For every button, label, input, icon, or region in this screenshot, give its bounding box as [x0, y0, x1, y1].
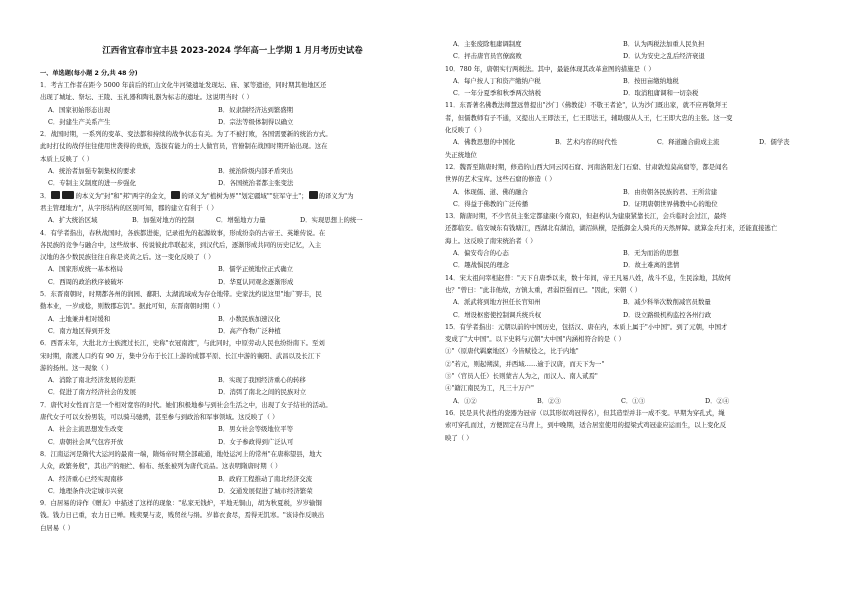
text-line: 11．东晋著名佛教法师慧远曾提出"沙门（佛教徒）不敬王者论"，认为沙门既出家，就不应再敬拜王 [445, 101, 728, 110]
text-line: 映了（ ） [445, 433, 473, 442]
option-b: B．按田亩缴纳地税 [623, 76, 679, 85]
option-b: B．无为而治的思想 [623, 249, 679, 258]
option-a: C．南方地区得到开发 [48, 326, 111, 335]
right-column [445, 0, 830, 444]
option-row [445, 309, 830, 321]
option-a: A．国家形成统一基本格局 [48, 265, 123, 274]
option-b: B．政府工程推动了南北经济交流 [218, 474, 313, 483]
ancient-character-image [51, 191, 60, 199]
option-b: D．认为安史之乱后经济衰退 [623, 52, 705, 61]
option-item: A．佛教思想的中国化 [453, 138, 516, 147]
option-b: B．奴隶制经济达到繁盛期 [218, 105, 293, 114]
section-heading: 一、单选题(每小题 2 分,共 48 分) [40, 70, 138, 77]
text-line: 6．西晋末年，大批北方士族渡过长江，史称"衣冠南渡"，与此同时，中原劳动人民也纷纷南下。至刘 [40, 339, 325, 348]
option-a: A．社会主流思想发生改变 [48, 425, 123, 434]
text-line: 16．民是具代表性的瓷器为冠帝（以其形似鸡冠得名），但其造型并非一成不变。早期为穿孔式，绳 [445, 408, 725, 417]
option-item: C．①③ [621, 396, 646, 405]
text-line: 10．780 年，唐朝实行两税法。其中，最能体现其改革意图的措施是（ ） [445, 64, 655, 73]
option-row [445, 50, 830, 62]
text-segment: 的本义为"封"和"邦"两字的金文， [75, 191, 171, 200]
option-row [40, 165, 425, 177]
left-questions [40, 79, 425, 534]
text-segment: 3． [40, 191, 51, 200]
right-questions [445, 38, 830, 444]
option-item: D．②④ [705, 396, 730, 405]
option-row [40, 313, 425, 325]
option-row [445, 186, 830, 198]
option-b: B．认为两税法加重人民负担 [623, 40, 705, 48]
option-row [445, 296, 830, 308]
option-a: A．经济重心已经实现南移 [48, 474, 123, 483]
option-a: A．派武将到地方担任长官知州 [453, 298, 541, 307]
left-column [40, 0, 425, 534]
ancient-character-image [171, 191, 180, 199]
option-row [40, 325, 425, 337]
option-a: C．封建生产关系产生 [48, 117, 111, 126]
option-a: A．主张废除租庸调制度 [453, 40, 522, 48]
text-line-with-glyphs [40, 190, 425, 202]
text-line: 2．战国时期，一系列的变革、变法都和持续的战争状态有关。为了不被打败，各国需要新的统治方式。 [40, 130, 332, 139]
option-item: D．儒学丧 [759, 138, 790, 147]
option-b: D．女子参政得到广泛认可 [218, 437, 294, 446]
option-a: C．一年分夏季和秋季两次纳税 [453, 89, 541, 98]
option-b: D．证明唐朝世界佛教中心的地位 [623, 199, 718, 208]
option-item: A．扩大统治区域 [48, 216, 98, 225]
option-row [40, 374, 425, 386]
option-item: B．艺术内容的时代性 [555, 138, 618, 147]
option-a: C．专制主义制度的进一步强化 [48, 179, 136, 188]
option-b: D．设立路级机构监控各州行政 [623, 310, 712, 319]
text-line: 14．宋太祖问宰相赵普："天下自唐季以来，数十年间，帝王凡易八姓，战斗不息，生民涂地，其故何 [445, 273, 731, 282]
option-a: C．促进了南方经济社会的发展 [48, 388, 136, 397]
option-a: A．消除了南北经济发展的差距 [48, 376, 136, 385]
option-item: B．②③ [537, 396, 561, 405]
text-line: 1．考古工作者在距今 5000 年前后的红山文化牛河梁遗址发现坛、庙、冢等遗迹，同时期其他地区还 [40, 81, 327, 89]
option-b: D．取消租庸调和一切杂税 [623, 89, 699, 98]
text-line: 世界的艺术宝库。这些石窟的修造（ ） [445, 175, 556, 184]
option-b: B．由贵朝各民族的君、王所营建 [623, 187, 718, 196]
text-line: 也？"曾曰："此非他故，方镇太重，君弱臣强而已。"因此，宋朝（ ） [445, 285, 642, 294]
option-item: D．实现思想上的统一 [300, 216, 363, 225]
option-row [40, 177, 425, 189]
text-line: 钱。钱力日已重，农力日已殚。贱卖粟与麦，贱贸丝与绢。岁暮衣食尽，焉得无饥寒。"该诗作反映出 [40, 511, 325, 520]
text-line: 出现了城址、祭坛、王陵、玉礼器和陶礼器为标志的遗址。这说明当时（ ） [40, 93, 253, 102]
text-line: 各民族的竞争与融合中，这些故事、传说彼此串联起来，到汉代后，逐渐形成共同的历史记忆，入主 [40, 240, 322, 249]
text-line: 此时打仗的战俘往往使用世袭得的贵族，选拔有能力的士人做官员，官僚制在战国时期开始出现。这在 [40, 142, 328, 151]
option-row [445, 136, 830, 148]
option-a: A．每户按人丁和资产缴纳户税 [453, 76, 541, 85]
option-row [40, 423, 425, 435]
text-line: 9．白居易的诗作《赠友》中描述了这样的现象："私家无钱炉，平地无铜山，胡为秋夏税，岁岁输铜 [40, 499, 322, 508]
text-line: ④"籍江南民为工，凡三十万户" [445, 384, 534, 393]
option-row [40, 214, 425, 226]
text-line: 勤本业，一岁或稔，则数郡忘饥"。据此可知，东晋南朝时期（ ） [40, 302, 224, 311]
option-row [40, 263, 425, 275]
option-item: B．加强对地方的控制 [132, 216, 195, 225]
option-row [40, 116, 425, 128]
text-line: 唐代女子可以女扮男装，可以骑马驰骋，甚至参与到政治和军事领域。这反映了（ ） [40, 413, 279, 422]
text-line: 7．唐代对女性而言是一个相对宽容的时代。她们积极地参与到社会生活之中，出现了女子结社的活动。 [40, 400, 332, 409]
option-a: A．体现儒、道、佛的融合 [453, 187, 528, 196]
text-line: 失正统地位 [445, 150, 477, 159]
text-line: 化反映了（ ） [445, 126, 486, 135]
option-row [40, 276, 425, 288]
option-row [445, 198, 830, 210]
ancient-character-image [62, 191, 74, 199]
option-a: A．土地兼并相对缓和 [48, 314, 111, 323]
option-b: B．减少科举次数削减官员数量 [623, 298, 711, 307]
ancient-character-image [309, 191, 318, 199]
exam-title: 江西省宜春市宜丰县 2023-2024 学年高一上学期 1 月月考历史试卷 [102, 45, 363, 55]
option-a: A．国家初始形态出现 [48, 105, 111, 114]
option-b: D．消弭了南北之间的民族对立 [218, 388, 307, 397]
text-line: 游的扬州。这一现象（ ） [40, 363, 113, 372]
option-row [40, 104, 425, 116]
text-line: 白居易（ ） [40, 523, 74, 532]
text-line: 索可穿孔而过，方便固定在马背上，到中晚期，适合居室使用的提梁式鸡冠壶应运而生，以上变化反 [445, 421, 727, 430]
option-a: C．得益于佛教的广泛传播 [453, 199, 529, 208]
option-a: C．增设枢密使控制调兵统兵权 [453, 310, 541, 319]
text-line: 15．有学者指出：元朝以前的中国历史，包括汉、唐在内，本质上属于"小中国"。到了元朝，中国才 [445, 322, 728, 331]
option-a: C．唐朝社会风气包容开放 [48, 437, 124, 446]
text-line: 君主管理地方"，从字形结构的区别可知，郡的建立有利于（ ） [40, 203, 218, 212]
text-line: 还都临安。临安城东有钱塘江，西湖北有湖泊，湖沼纵横，是抵御金人骑兵的天然屏障。就算金兵打来，还能直接逃亡 [445, 224, 778, 233]
option-row [40, 485, 425, 497]
option-a: C．抨击唐官员官僚腐败 [453, 52, 522, 61]
text-line: 13．隋唐时期，不少官员主张定都建康(今南京)，但赵构认为建康紧靠长江，会兵临时会过江，最终 [445, 212, 727, 221]
text-line: 12．魏晋至隋唐时期，修造的山西大同云冈石窟、河南洛阳龙门石窟、甘肃敦煌莫高窟等，都是闻名 [445, 162, 728, 171]
text-line: 汉地的各少数民族往往自称是炎黄之后。这一变化反映了（ ） [40, 253, 215, 262]
text-line: ①"（原唐代羁縻地区）今皆赋役之，比于内地" [445, 347, 579, 356]
text-line: ②"若元，则起朔漠，并西域……逾于汉唐，而天下为一" [445, 359, 605, 368]
option-row [445, 247, 830, 259]
option-item: C．释道融合蔚成主流 [657, 138, 720, 147]
text-segment: 的译义为"为 [318, 191, 354, 200]
text-line: 本质上反映了（ ） [40, 154, 94, 163]
option-item: A．①② [453, 396, 477, 405]
text-line: 者，但儒教师有子不通，又提出人王即法王，仁王即法王，辅助服从人王，仁王即大忠的主张。这一变 [445, 113, 733, 122]
option-row [445, 259, 830, 271]
option-b: B．统治阶级内部矛盾突出 [218, 167, 293, 176]
option-b: D．各国统治者都主张变法 [218, 179, 294, 188]
option-row [445, 75, 830, 87]
option-b: B．男女社会等级地位平等 [218, 425, 293, 434]
option-b: D．故土难离的悲情 [623, 261, 680, 270]
option-row [445, 395, 830, 407]
option-a: A．偏安苟合的心态 [453, 249, 509, 258]
option-a: A．统治者加强专制集权的要求 [48, 167, 136, 176]
option-b: B．儒学正统地位正式确立 [218, 265, 293, 274]
option-row [40, 386, 425, 398]
option-b: D．高产作物广泛种植 [218, 326, 281, 335]
text-line: ③"（官员人任）长则蒙古人为之，而汉人、南人贰焉" [445, 372, 598, 381]
option-row [445, 87, 830, 99]
option-a: C．西周的政治秩序被破坏 [48, 277, 124, 286]
text-line: 4．有学者指出，春秋战国时，各族都进徙，记录祖先的起源故事，形成纷杂的古帝王、英雄传说。在 [40, 228, 326, 237]
text-line: 人众，政繁务殷"，其出产的细纻、棉布、纸张被列为唐代贡品。这表明隋唐时期（ ） [40, 462, 282, 471]
option-b: D．交通发展促进了城市经济繁荣 [218, 486, 313, 495]
text-line: 5．东晋南朝时，时期都各州的润园、鄱阳、太湖流域成为存仓地带。史家沈约说这里"地广野丰，民 [40, 290, 322, 299]
text-line: 宋时期，南渡人口约有 90 万，集中分布于长江上游的成都平原、长江中游的襄阳、武昌以及长江下 [40, 351, 321, 360]
text-line: 8．江南运河是隋代大运河的最南一端，隋炀帝时期全部疏通，地处运河上的常州"在唐称望县，地大 [40, 449, 322, 458]
option-b: D．华夏认同观念逐渐形成 [218, 277, 294, 286]
option-b: D．宗法等级体制得以确立 [218, 117, 294, 126]
option-row [40, 473, 425, 485]
option-b: B．小数民族加速汉化 [218, 314, 281, 323]
text-segment: 的译义为"植树为界""划定疆域""驻军守土"； [181, 191, 308, 200]
option-a: C．趣战惧民的理念 [453, 261, 510, 270]
text-line: 变成了"大中国"。以下史料与元朝"大中国"内涵相符合的是（ ） [445, 335, 625, 344]
option-b: B．实现了我国经济重心的转移 [218, 376, 306, 385]
text-line: 海上。这反映了南宋统治者（ ） [445, 236, 537, 245]
option-item: C．增强地方力量 [216, 216, 266, 225]
option-row [445, 38, 830, 50]
option-row [40, 436, 425, 448]
option-a: C．地理条件决定城市兴衰 [48, 486, 124, 495]
